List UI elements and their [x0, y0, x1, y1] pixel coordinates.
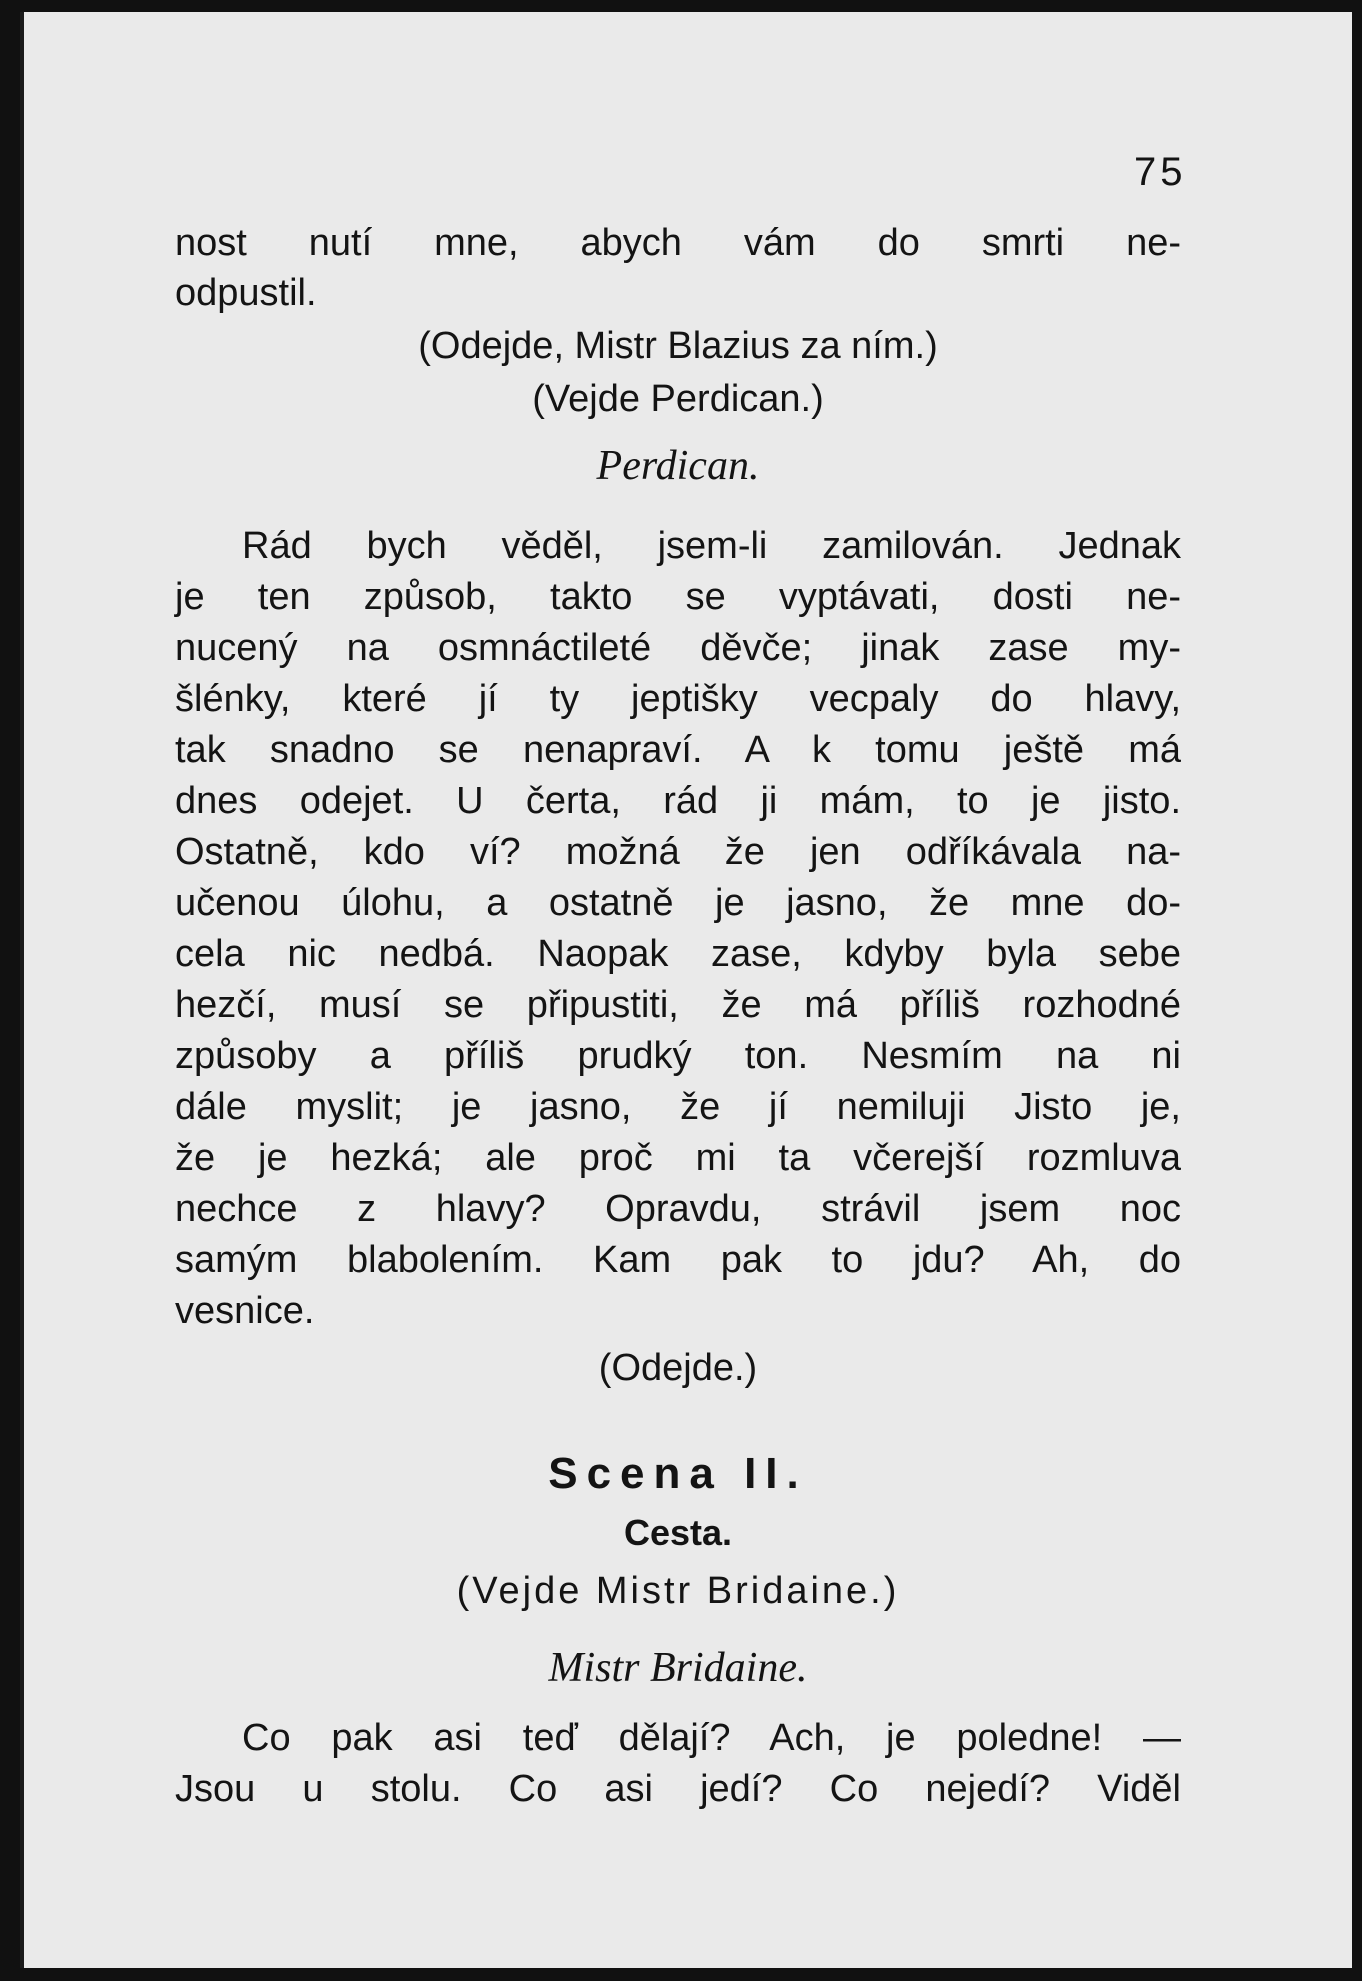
text-line: šlénky, které jí ty jeptišky vecpaly do hlavy, [175, 678, 1181, 720]
text-line: že je hezká; ale proč mi ta včerejší rozmluva [175, 1137, 1181, 1179]
text-line: je ten způsob, takto se vyptávati, dosti ne- [175, 576, 1181, 618]
text-line: tak snadno se nenapraví. A k tomu ještě má [175, 729, 1181, 771]
stage-direction: (Odejde, Mistr Blazius za ním.) [418, 325, 938, 367]
page-number: 75 [1134, 150, 1187, 194]
text-line: Rád bych věděl, jsem-li zamilován. Jednak [242, 525, 1181, 567]
scene-location: Cesta. [623, 1512, 733, 1553]
text-line: odpustil. [175, 272, 317, 314]
text-line: Ostatně, kdo ví? možná že jen odříkávala na- [175, 831, 1181, 873]
stage-direction: (Odejde.) [598, 1347, 758, 1389]
stage-direction: (Vejde Perdican.) [532, 378, 824, 420]
text-line: dnes odejet. U čerta, rád ji mám, to je jisto. [175, 780, 1181, 822]
text-line: způsoby a příliš prudký ton. Nesmím na ni [175, 1035, 1181, 1077]
text-line: dále myslit; je jasno, že jí nemiluji Jisto je, [175, 1086, 1181, 1128]
text-line: Jsou u stolu. Co asi jedí? Co nejedí? Viděl [175, 1768, 1181, 1810]
scene-heading: Scena II. [548, 1449, 808, 1498]
text-line: nost nutí mne, abych vám do smrti ne- [175, 222, 1181, 264]
speaker-name: Mistr Bridaine. [548, 1645, 808, 1691]
text-line: Co pak asi teď dělají? Ach, je poledne! — [242, 1717, 1181, 1759]
text-line: nucený na osmnáctileté děvče; jinak zase my- [175, 627, 1181, 669]
text-line: učenou úlohu, a ostatně je jasno, že mne do- [175, 882, 1181, 924]
stage-direction: (Vejde Mistr Bridaine.) [456, 1570, 900, 1612]
book-page [20, 12, 1352, 1968]
text-line: vesnice. [175, 1290, 315, 1332]
page-edge-shadow [20, 12, 24, 1968]
speaker-name: Perdican. [596, 443, 760, 489]
text-line: cela nic nedbá. Naopak zase, kdyby byla sebe [175, 933, 1181, 975]
text-line: hezčí, musí se připustiti, že má příliš rozhodné [175, 984, 1181, 1026]
text-line: nechce z hlavy? Opravdu, strávil jsem noc [175, 1188, 1181, 1230]
text-line: samým blabolením. Kam pak to jdu? Ah, do [175, 1239, 1181, 1281]
